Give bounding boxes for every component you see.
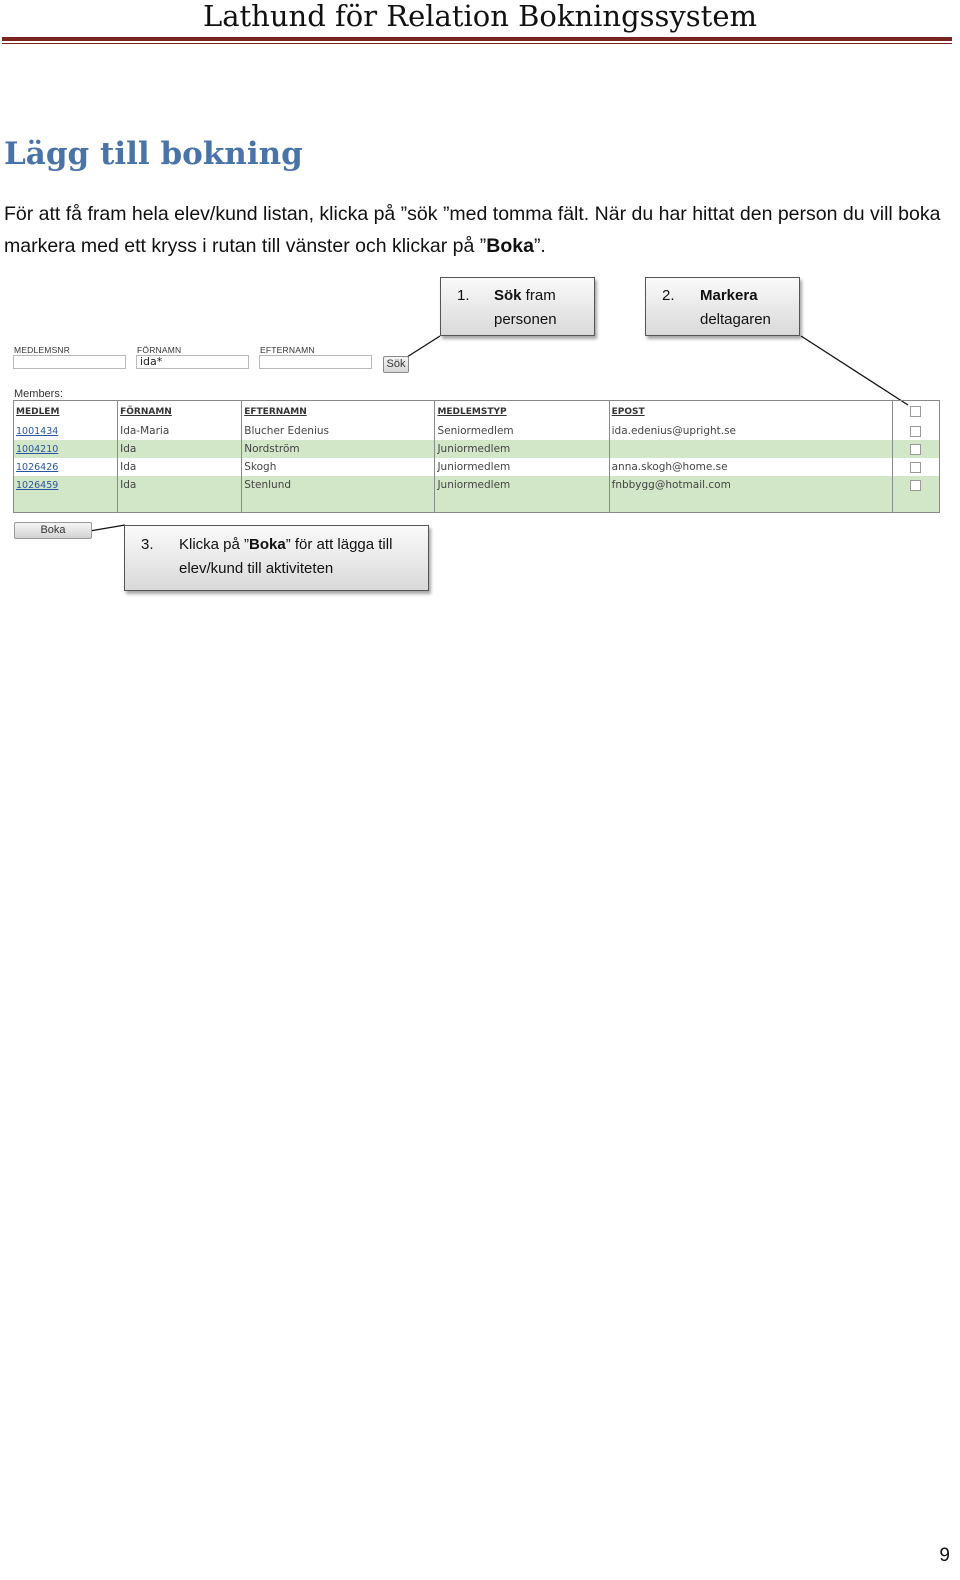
member-type-cell: Juniormedlem	[435, 440, 609, 458]
members-table	[13, 400, 940, 513]
intro-text-2: ”.	[533, 235, 546, 257]
callout-step-3	[124, 525, 429, 591]
row-checkbox[interactable]	[910, 426, 921, 437]
checkbox-cell	[892, 476, 939, 494]
last-name-cell: Blucher Edenius	[242, 422, 435, 440]
callout-3-pre: Klicka på ”	[179, 536, 250, 553]
connector-line-2	[801, 336, 908, 405]
callout-3-number: 3.	[141, 536, 154, 553]
callout-3-post: ” för att lägga till	[285, 536, 393, 553]
medlemsnr-input[interactable]	[13, 355, 126, 369]
callout-2-bold: Markera	[700, 287, 758, 304]
callout-1-rest: fram	[521, 287, 556, 304]
column-header-medlem[interactable]: MEDLEM	[14, 401, 118, 423]
fornamn-label: FÖRNAMN	[137, 345, 182, 355]
email-cell: fnbbygg@hotmail.com	[609, 476, 892, 494]
row-checkbox[interactable]	[910, 480, 921, 491]
page-number: 9	[939, 1545, 950, 1566]
column-header-epost[interactable]: EPOST	[609, 401, 892, 423]
callout-step-2	[645, 277, 800, 336]
table-header-row	[14, 401, 940, 423]
table-filler-row	[14, 494, 940, 513]
email-cell	[609, 440, 892, 458]
row-checkbox[interactable]	[910, 444, 921, 455]
last-name-cell: Stenlund	[242, 476, 435, 494]
checkbox-cell	[892, 458, 939, 476]
member-type-cell: Juniormedlem	[435, 458, 609, 476]
member-type-cell: Seniormedlem	[435, 422, 609, 440]
first-name-cell: Ida	[118, 440, 242, 458]
member-id-link[interactable]: 1026426	[16, 462, 59, 473]
select-all-cell	[892, 401, 939, 423]
first-name-cell: Ida-Maria	[118, 422, 242, 440]
member-id-cell	[14, 440, 118, 458]
row-checkbox[interactable]	[910, 406, 921, 417]
callout-1-number: 1.	[457, 287, 470, 304]
member-id-link[interactable]: 1001434	[16, 426, 59, 437]
document-header-title: Lathund för Relation Bokningssystem	[202, 0, 758, 33]
column-header-medlemstyp[interactable]: MEDLEMSTYP	[435, 401, 609, 423]
intro-text-1: För att få fram hela elev/kund listan, klicka på ”sök ”med tomma fält. När du har hittat den person du vill boka markera med ett kryss i rutan till vänster och klickar på ”	[4, 203, 941, 257]
medlemsnr-label: MEDLEMSNR	[14, 345, 71, 355]
callout-1-bold: Sök	[494, 287, 522, 304]
table-row	[14, 422, 940, 440]
table-row	[14, 476, 940, 494]
row-checkbox[interactable]	[910, 462, 921, 473]
efternamn-label: EFTERNAMN	[260, 345, 315, 355]
table-row	[14, 440, 940, 458]
search-button[interactable]: Sök	[383, 356, 409, 373]
email-cell: ida.edenius@upright.se	[609, 422, 892, 440]
member-id-cell	[14, 476, 118, 494]
callout-3-line1	[179, 533, 392, 557]
member-id-cell	[14, 458, 118, 476]
last-name-cell: Skogh	[242, 458, 435, 476]
callout-1-line1	[494, 284, 556, 308]
members-label: Members:	[14, 388, 63, 400]
member-id-link[interactable]: 1026459	[16, 480, 59, 491]
callout-1-line2: personen	[494, 311, 557, 328]
connector-line-1	[407, 336, 440, 357]
boka-button[interactable]: Boka	[14, 522, 92, 539]
first-name-cell: Ida	[118, 458, 242, 476]
efternamn-input[interactable]	[259, 355, 372, 369]
callout-3-bold: Boka	[249, 536, 286, 553]
table-row	[14, 458, 940, 476]
checkbox-cell	[892, 422, 939, 440]
column-header-efternamn[interactable]: EFTERNAMN	[242, 401, 435, 423]
column-header-fornamn[interactable]: FÖRNAMN	[118, 401, 242, 423]
last-name-cell: Nordström	[242, 440, 435, 458]
checkbox-cell	[892, 440, 939, 458]
member-id-link[interactable]: 1004210	[16, 444, 59, 455]
member-type-cell: Juniormedlem	[435, 476, 609, 494]
callout-2-line1	[700, 284, 758, 308]
email-cell: anna.skogh@home.se	[609, 458, 892, 476]
callout-2-number: 2.	[662, 287, 675, 304]
member-id-cell	[14, 422, 118, 440]
callout-step-1	[440, 277, 595, 336]
callout-2-line2: deltagaren	[700, 311, 771, 328]
fornamn-input[interactable]: ida*	[136, 355, 249, 369]
first-name-cell: Ida	[118, 476, 242, 494]
section-heading: Lägg till bokning	[4, 136, 303, 172]
intro-text-bold: Boka	[486, 235, 534, 257]
callout-3-line2: elev/kund till aktiviteten	[179, 560, 334, 577]
